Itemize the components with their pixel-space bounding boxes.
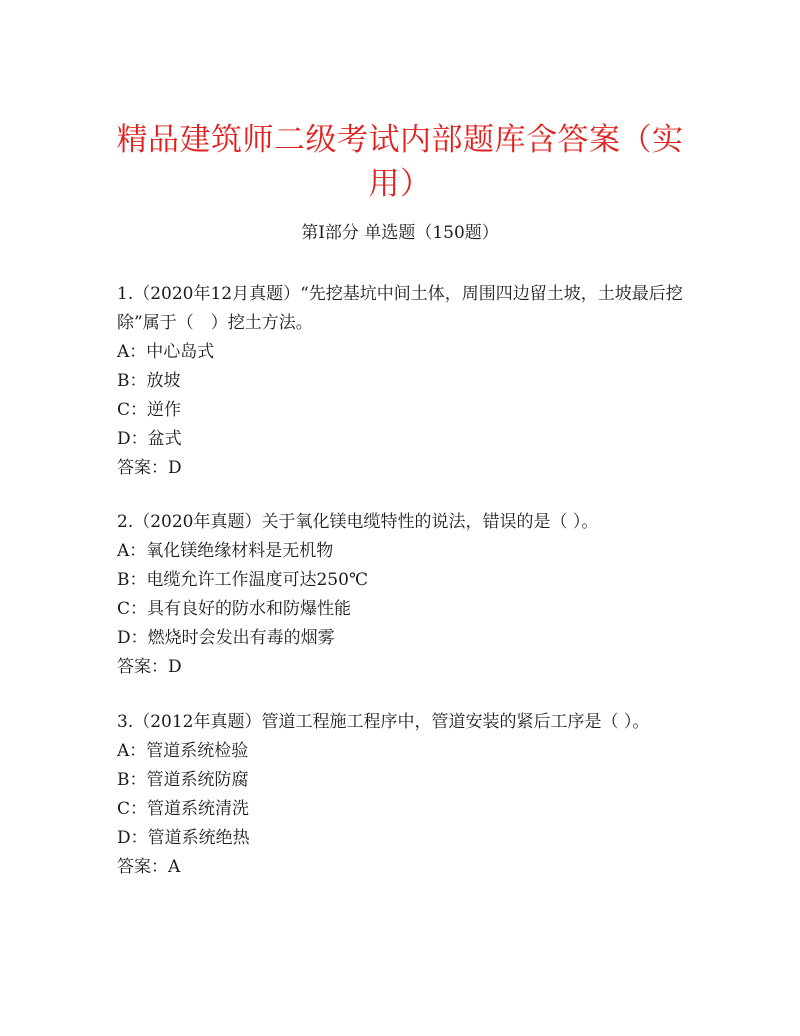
question-2 — [117, 508, 687, 682]
option-d: D：盆式 — [117, 429, 182, 449]
option-b: B：管道系统防腐 — [117, 770, 249, 790]
option-c: C：具有良好的防水和防爆性能 — [117, 599, 352, 619]
question-stem: 1.（2020年12月真题）“先挖基坑中间土体，周围四边留土坡，土坡最后挖除”属于（ ）挖土方法。 — [117, 284, 683, 333]
option-a: A：管道系统检验 — [117, 741, 249, 761]
answer: 答案：D — [117, 657, 182, 677]
option-a: A：氧化镁绝缘材料是无机物 — [117, 541, 334, 561]
option-d: D：燃烧时会发出有毒的烟雾 — [117, 628, 335, 648]
document-title: 精品建筑师二级考试内部题库含答案（实用） — [116, 122, 684, 202]
option-a: A：中心岛式 — [117, 342, 215, 362]
question-stem: 3.（2012年真题）管道工程施工程序中，管道安装的紧后工序是（ ）。 — [117, 712, 650, 732]
option-b: B：放坡 — [117, 371, 181, 391]
question-3 — [117, 708, 687, 882]
answer: 答案：A — [117, 857, 181, 877]
option-b: B：电缆允许工作温度可达250℃ — [117, 570, 368, 590]
question-1 — [117, 280, 687, 483]
section-title: 第Ⅰ部分 单选题（150题） — [301, 223, 499, 243]
option-c: C：管道系统清洗 — [117, 799, 250, 819]
question-stem: 2.（2020年真题）关于氧化镁电缆特性的说法，错误的是（ ）。 — [117, 512, 599, 532]
answer: 答案：D — [117, 458, 182, 478]
option-d: D：管道系统绝热 — [117, 828, 250, 848]
option-c: C：逆作 — [117, 400, 182, 420]
